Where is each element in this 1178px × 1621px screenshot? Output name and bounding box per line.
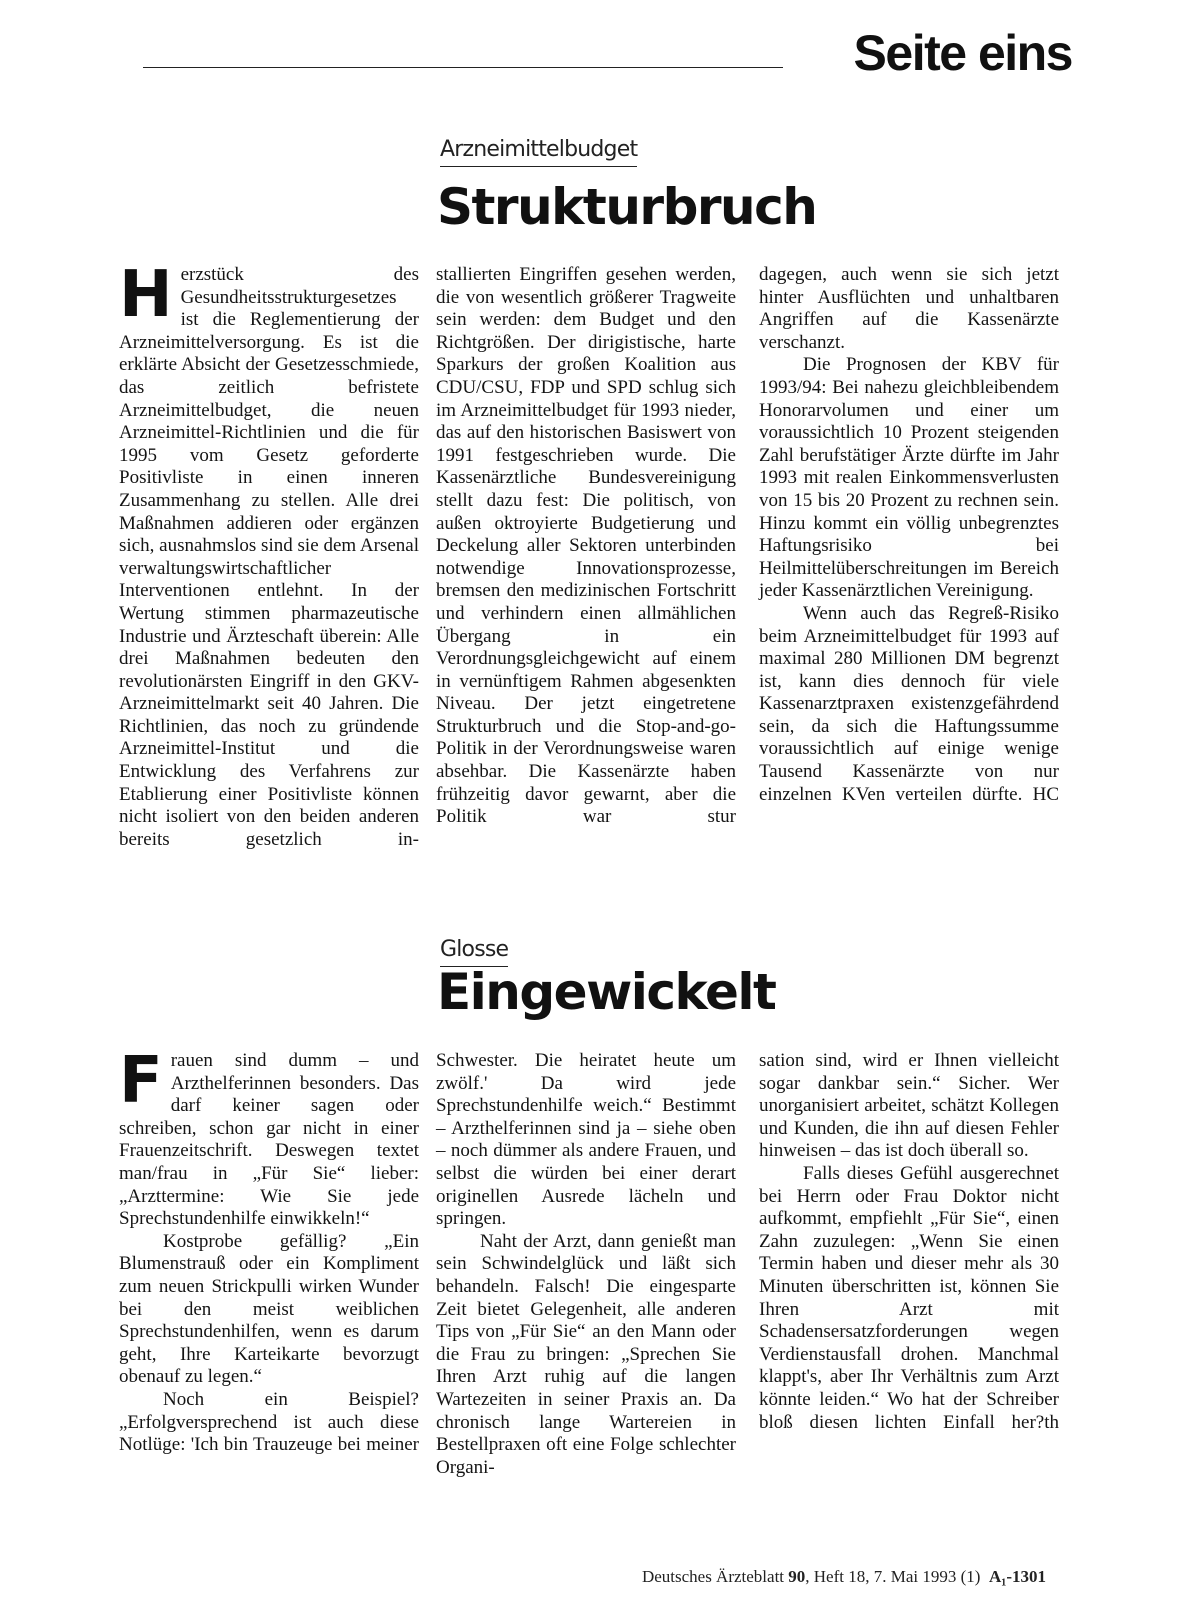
body-text: erzstück des Gesundheitsstrukturgesetzes ist die Reglementierung der Arzneimittelversorgung. Es ist die erklärte Absicht der Gesetzesschmiede, das zeitlich befristete Arzneimittelbudget, die neuen Arzneimittel-Richtlinien und die für 1995 vom Gesetz geforderte Positivliste in einen inneren Zusammenhang zu stellen. Alle drei Maßnahmen addieren oder ergänzen sich, ausnahmslos sind sie dem Arsenal verwaltungswirtschaftlicher Interventionen entlehnt. In der Wertung stimmen pharmazeutische Industrie und Ärzteschaft überein: Alle drei Maßnahmen bedeuten den revolutionärsten Eingriff in den GKV-Arzneimittelmarkt seit 40 Jahren. Die Richtlinien, das noch zu gründende Arzneimittel-Institut und die Entwicklung des Verfahrens zur Etablierung einer Positivliste können nicht isoliert von den beiden anderen bereits gesetzlich in- xyxy=(119,264,419,850)
issue-info: , Heft 18, 7. Mai 1993 (1) xyxy=(805,1567,981,1586)
volume-number: 90 xyxy=(788,1567,806,1586)
article-column-1 xyxy=(119,258,419,851)
article-column-2 xyxy=(436,1050,736,1479)
body-paragraph: Schwester. Die heiratet heute um zwölf.' Da wird jede Sprechstundenhilfe weich.“ Bestimmt – Arzthelferinnen sind ja – siehe oben – noch dümmer als andere Frauen, und selbst die würden bei einer derart originellen Ausrede lächeln und springen. xyxy=(436,1050,736,1230)
page-number: A₁-1301 xyxy=(988,1567,1046,1586)
article-kicker: Arzneimittelbudget xyxy=(440,136,637,167)
article-column-3 xyxy=(759,1050,1059,1434)
article-column-2 xyxy=(436,264,736,829)
body-paragraph: Kostprobe gefällig? „Ein Blumenstrauß oder ein Kompliment zum neuen Strickpulli wirken Wunder bei den meist weiblichen Sprechstundenhilfen, wenn es darum geht, Ihre Karteikarte bevorzugt obenauf zu legen.“ xyxy=(119,1230,419,1388)
drop-cap: F xyxy=(119,1044,163,1118)
body-paragraph: dagegen, auch wenn sie sich jetzt hinter Ausflüchten und unhaltbaren Angriffen auf die Kassenärzte verschanzt. xyxy=(759,264,1059,353)
body-paragraph: Wenn auch das Regreß-Risiko beim Arzneimittelbudget für 1993 auf maximal 280 Millionen DM begrenzt ist, kann dies dennoch für viele Kassenarztpraxen existenzgefährdend sein, da sich die Haftungssumme voraussichtlich auf einige wenige Tausend Kassenärzte von nur einzelnen KVen verteilen dürfte. HC xyxy=(759,602,1059,805)
article-column-1 xyxy=(119,1044,419,1457)
body-paragraph: Falls dieses Gefühl ausgerechnet bei Herrn oder Frau Doktor nicht aufkommt, empfiehlt „Für Sie“, einen Zahn zuzulegen: „Wenn Sie einen Termin haben und dieser mehr als 30 Minuten überschritten ist, können Sie Ihren Arzt mit Schadensersatzforderungen wegen Verdienstausfall drohen. Manchmal klappt's, aber Ihr Verhältnis zum Arzt könnte leiden.“ Wo hat der Schreiber bloß diesen lichten Einfall her?th xyxy=(759,1162,1059,1433)
drop-cap: H xyxy=(119,258,173,332)
article-column-3 xyxy=(759,264,1059,806)
body-text: rauen sind dumm – und Arzthelferinnen besonders. Das darf keiner sagen oder schreiben, schon gar nicht in einer Frauenzeitschrift. Deswegen textet man/frau in „Für Sie“ lieber: „Arzttermine: Wie Sie jede Sprechstundenhilfe einwikkeln!“ xyxy=(119,1050,419,1230)
page-footer xyxy=(560,1567,1046,1587)
body-paragraph: sation sind, wird er Ihnen vielleicht sogar dankbar sein.“ Sicher. Wer unorganisiert arbeitet, schätzt Kollegen und Kunden, die ihn auf diesen Fehler hinweisen – das ist doch überall so. xyxy=(759,1050,1059,1162)
body-paragraph: Noch ein Beispiel? „Erfolgversprechend ist auch diese Notlüge: 'Ich bin Trauzeuge bei meiner xyxy=(119,1388,419,1456)
body-paragraph: Naht der Arzt, dann genießt man sein Schwindelglück und läßt sich behandeln. Falsch! Die eingesparte Zeit bietet Gelegenheit, alle anderen Tips von „Für Sie“ an den Mann oder die Frau zu bringen: „Sprechen Sie Ihren Arzt ruhig auf die langen Wartezeiten in seiner Praxis an. Da chronisch lange Wartereien in Bestellpraxen oft eine Folge schlechter Organi- xyxy=(436,1230,736,1478)
body-paragraph: Die Prognosen der KBV für 1993/94: Bei nahezu gleichbleibendem Honorarvolumen und einer um voraussichtlich 10 Prozent steigenden Zahl berufstätiger Ärzte dürfte im Jahr 1993 mit realen Einkommensverlusten von 15 bis 20 Prozent zu rechnen sein. Hinzu kommt ein völlig unbegrenztes Haftungsrisiko bei Heilmittelüberschreitungen im Bereich jeder Kassenärztlichen Vereinigung. xyxy=(759,354,1059,602)
journal-name: Deutsches Ärzteblatt xyxy=(641,1567,785,1586)
section-title: Seite eins xyxy=(853,25,1072,81)
body-text: stallierten Eingriffen gesehen werden, die von wesentlich größerer Tragweite sein werden: dem Budget und den Richtgrößen. Der dirigistische, harte Sparkurs der großen Koalition aus CDU/CSU, FDP und SPD schlug sich im Arzneimittelbudget für 1993 nieder, das auf den historischen Basiswert von 1991 festgeschrieben wurde. Die Kassenärztliche Bundesvereinigung stellt dazu fest: Die politisch, von außen oktroyierte Budgetierung und Deckelung aller Sektoren unterbinden notwendige Innovationsprozesse, bremsen den medizinischen Fortschritt und verhindern einen allmählichen Übergang in ein Verordnungsgleichgewicht auf einem in vernünftigem Rahmen abgesenkten Niveau. Der jetzt eingetretene Strukturbruch und die Stop-and-go-Politik in der Verordnungsweise waren absehbar. Die Kassenärzte haben frühzeitig davor gewarnt, aber die Politik war stur xyxy=(436,264,736,828)
header-rule xyxy=(143,67,783,68)
article-headline: Eingewickelt xyxy=(437,963,776,1021)
article-kicker: Glosse xyxy=(440,936,508,967)
article-headline: Strukturbruch xyxy=(437,178,817,236)
